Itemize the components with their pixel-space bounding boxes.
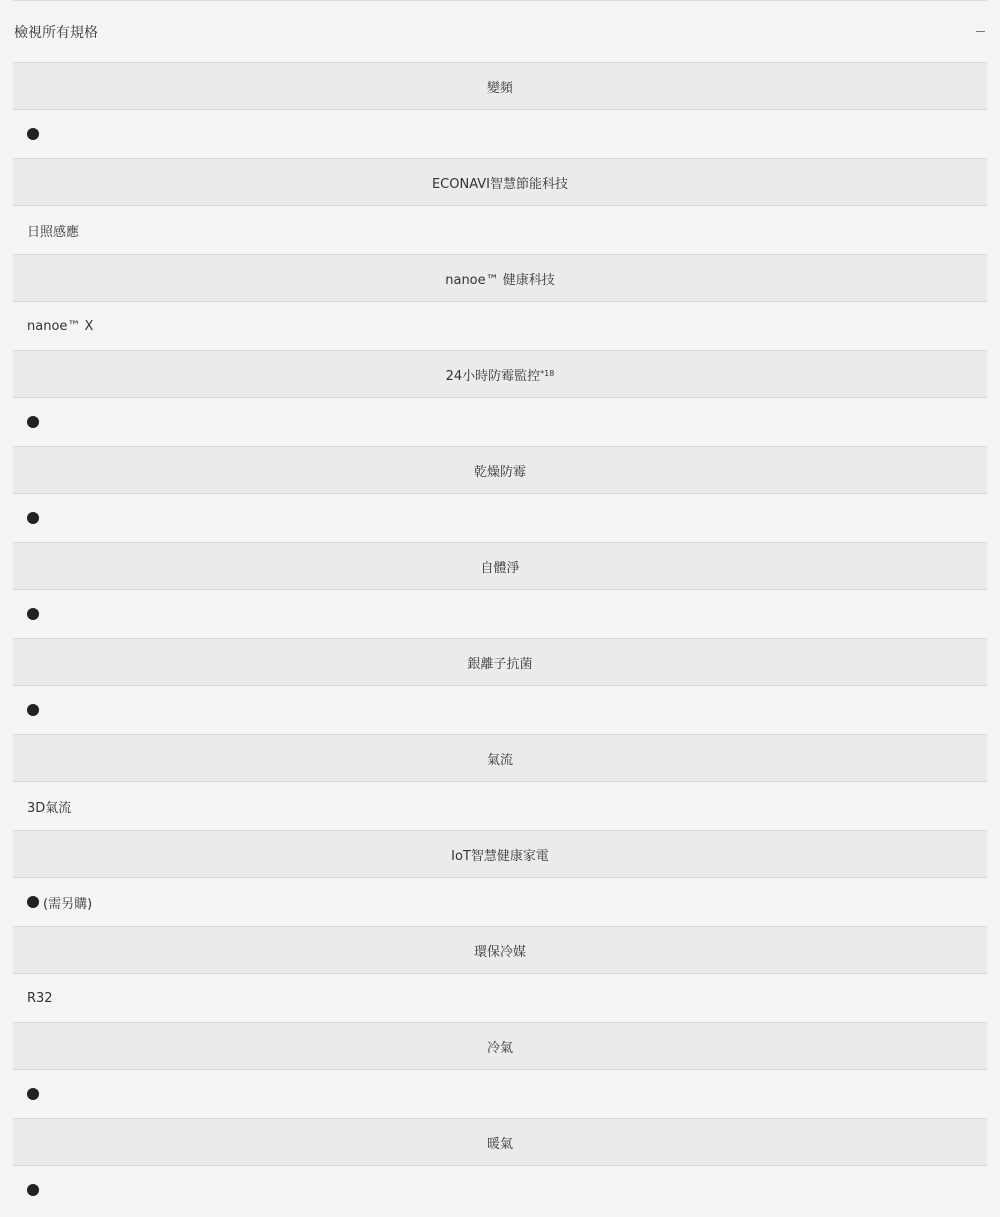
bullet-dot-icon — [27, 608, 39, 620]
spec-heading: IoT智慧健康家電 — [13, 830, 987, 878]
spec-value — [13, 1166, 987, 1214]
spec-value — [13, 398, 987, 446]
bullet-dot-icon — [27, 1184, 39, 1196]
bullet-dot-icon — [27, 128, 39, 140]
spec-value: R32 — [27, 990, 53, 1006]
spec-heading: 銀離子抗菌 — [13, 638, 987, 686]
bullet-dot-icon — [27, 704, 39, 716]
bullet-dot-icon — [27, 896, 39, 908]
spec-heading: 暖氣 — [13, 1118, 987, 1166]
spec-heading: 冷氣 — [13, 1022, 987, 1070]
bullet-dot-icon — [27, 416, 39, 428]
spec-value: 日照感應 — [27, 224, 80, 240]
spec-heading: 變頻 — [13, 62, 987, 110]
spec-value — [13, 1070, 987, 1118]
spec-heading: 氣流 — [13, 734, 987, 782]
spec-value: (需另購) — [13, 878, 987, 926]
spec-value — [13, 494, 987, 542]
spec-value — [13, 110, 987, 158]
spec-heading: ECONAVI智慧節能科技 — [13, 158, 987, 206]
spec-value — [13, 590, 987, 638]
bullet-dot-icon — [27, 1088, 39, 1100]
spec-value: nanoe™ X — [27, 318, 94, 334]
bullet-dot-icon — [27, 512, 39, 524]
accordion-title: 檢視所有規格 — [14, 24, 98, 41]
collapse-icon[interactable] — [976, 31, 985, 32]
spec-heading: 乾燥防霉 — [13, 446, 987, 494]
spec-list — [13, 62, 987, 1214]
spec-value: 3D氣流 — [27, 800, 72, 816]
spec-value — [13, 686, 987, 734]
view-all-specs-toggle[interactable] — [0, 1, 1000, 62]
spec-heading: 自體淨 — [13, 542, 987, 590]
spec-heading: 環保冷媒 — [13, 926, 987, 974]
spec-heading: 24小時防霉監控 *18 — [13, 350, 987, 398]
spec-heading: nanoe™ 健康科技 — [13, 254, 987, 302]
